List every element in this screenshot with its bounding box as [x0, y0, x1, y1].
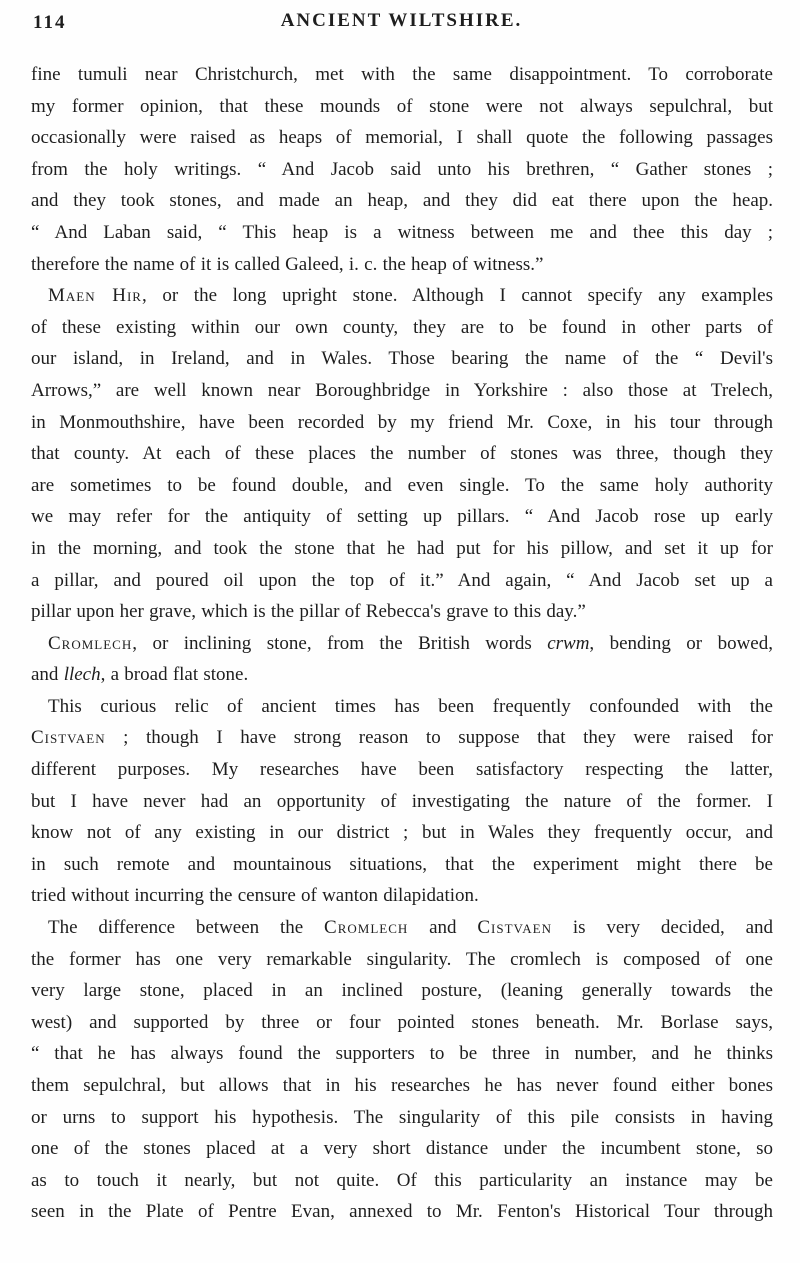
- text-segment: pillar upon her grave, which is the pillar of Rebecca's grave to this day.”: [31, 601, 586, 623]
- text-line: [31, 154, 773, 186]
- text-line: [31, 628, 773, 660]
- text-segment: them sepulchral, but allows that in his researches he has never found either bones: [31, 1075, 773, 1096]
- text-line: [31, 722, 773, 754]
- text-line: [31, 280, 773, 312]
- text-segment: from the holy writings. “ And Jacob said unto his brethren, “ Gather stones ;: [31, 158, 773, 180]
- text-segment: that county. At each of these places the number of stones was three, though they: [31, 443, 773, 465]
- text-segment: one of the stones placed at a very short distance under the incumbent stone, so: [31, 1138, 773, 1160]
- text-line: [31, 438, 773, 470]
- text-line: [31, 122, 773, 154]
- page-body-text: [31, 59, 773, 1228]
- text-segment: , bending or bowed,: [589, 632, 773, 654]
- running-head: [31, 10, 772, 36]
- text-segment: “ And Laban said, “ This heap is a witness between me and thee this day ;: [31, 221, 773, 243]
- italic-term: crwm: [547, 632, 590, 654]
- text-segment: is very decided, and: [551, 917, 774, 939]
- text-line: [31, 1070, 773, 1102]
- text-line: [31, 1038, 773, 1070]
- text-line: [31, 407, 773, 439]
- text-line: [31, 596, 773, 628]
- text-segment: of these existing within our own county, they are to be found in other parts of: [31, 316, 773, 338]
- small-caps-term: Cistvaen: [31, 727, 106, 749]
- text-line: [31, 312, 773, 344]
- text-line: [31, 880, 773, 912]
- text-line: [31, 1102, 773, 1134]
- text-line: [31, 375, 773, 407]
- text-line: [31, 849, 773, 881]
- page-number: 114: [33, 12, 67, 33]
- text-line: [31, 249, 773, 281]
- text-segment: are sometimes to be found double, and even single. To the same holy authority: [31, 474, 773, 496]
- text-segment: very large stone, placed in an inclined posture, (leaning generally towards the: [31, 980, 773, 1002]
- text-segment: know not of any existing in our district ; but in Wales they frequently occur, and: [31, 822, 773, 844]
- text-line: [31, 817, 773, 849]
- text-segment: we may refer for the antiquity of setting up pillars. “ And Jacob rose up early: [31, 506, 773, 528]
- text-segment: , or the long upright stone. Although I cannot specify any examples: [141, 285, 773, 307]
- text-segment: , or inclining stone, from the British words: [132, 632, 548, 654]
- text-segment: as to touch it nearly, but not quite. Of this particularity an instance may be: [31, 1169, 773, 1191]
- text-line: [31, 691, 773, 723]
- text-line: [31, 659, 773, 691]
- text-line: [31, 912, 773, 944]
- text-line: [31, 786, 773, 818]
- text-segment: different purposes. My researches have been satisfactory respecting the latter,: [31, 759, 773, 781]
- text-segment: fine tumuli near Christchurch, met with the same disappointment. To corroborate: [31, 64, 773, 85]
- text-segment: a pillar, and poured oil upon the top of it.” And again, “ And Jacob set up a: [31, 569, 773, 591]
- text-line: [31, 343, 773, 375]
- text-line: [31, 59, 773, 91]
- text-segment: therefore the name of it is called Galeed, i. c. the heap of witness.”: [31, 253, 544, 275]
- text-line: [31, 754, 773, 786]
- text-segment: This curious relic of ancient times has been frequently confounded with the: [48, 695, 773, 717]
- text-line: [31, 565, 773, 597]
- text-segment: tried without incurring the censure of wanton dilapidation.: [31, 885, 479, 907]
- text-segment: and: [408, 917, 478, 939]
- small-caps-term: Cromlech: [48, 632, 133, 654]
- text-segment: in such remote and mountainous situations, that the experiment might there be: [31, 853, 773, 875]
- text-line: [31, 501, 773, 533]
- text-line: [31, 470, 773, 502]
- italic-term: llech: [63, 664, 101, 686]
- text-line: [31, 91, 773, 123]
- text-segment: “ that he has always found the supporters to be three in number, and he thinks: [31, 1043, 773, 1065]
- text-segment: and they took stones, and made an heap, and they did eat there upon the heap.: [31, 190, 773, 212]
- text-segment: the former has one very remarkable singularity. The cromlech is composed of one: [31, 948, 773, 970]
- text-segment: in the morning, and took the stone that he had put for his pillow, and set it up for: [31, 537, 773, 559]
- small-caps-term: Cromlech: [324, 917, 409, 939]
- text-segment: occasionally were raised as heaps of memorial, I shall quote the following passages: [31, 127, 773, 149]
- text-segment: seen in the Plate of Pentre Evan, annexed to Mr. Fenton's Historical Tour through: [31, 1201, 773, 1223]
- text-segment: but I have never had an opportunity of investigating the nature of the former. I: [31, 790, 773, 812]
- text-segment: The difference between the: [48, 917, 325, 939]
- text-line: [31, 185, 773, 217]
- small-caps-term: Maen Hir: [48, 285, 142, 307]
- text-segment: and: [31, 664, 64, 686]
- text-segment: ; though I have strong reason to suppose that they were raised for: [105, 727, 773, 749]
- text-segment: west) and supported by three or four pointed stones beneath. Mr. Borlase says,: [31, 1011, 773, 1033]
- text-line: [31, 217, 773, 249]
- text-segment: or urns to support his hypothesis. The singularity of this pile consists in having: [31, 1106, 773, 1128]
- text-line: [31, 944, 773, 976]
- text-segment: my former opinion, that these mounds of stone were not always sepulchral, but: [31, 95, 773, 117]
- text-line: [31, 1133, 773, 1165]
- page-title: ANCIENT WILTSHIRE.: [280, 10, 523, 31]
- small-caps-term: Cistvaen: [477, 917, 552, 939]
- text-line: [31, 1007, 773, 1039]
- text-line: [31, 1196, 773, 1228]
- text-line: [31, 1165, 773, 1197]
- text-segment: our island, in Ireland, and in Wales. Those bearing the name of the “ Devil's: [31, 348, 773, 370]
- text-segment: , a broad flat stone.: [100, 664, 249, 686]
- text-segment: in Monmouthshire, have been recorded by my friend Mr. Coxe, in his tour through: [31, 411, 773, 433]
- text-line: [31, 533, 773, 565]
- text-segment: Arrows,” are well known near Boroughbridge in Yorkshire : also those at Trelech,: [31, 379, 773, 401]
- text-line: [31, 975, 773, 1007]
